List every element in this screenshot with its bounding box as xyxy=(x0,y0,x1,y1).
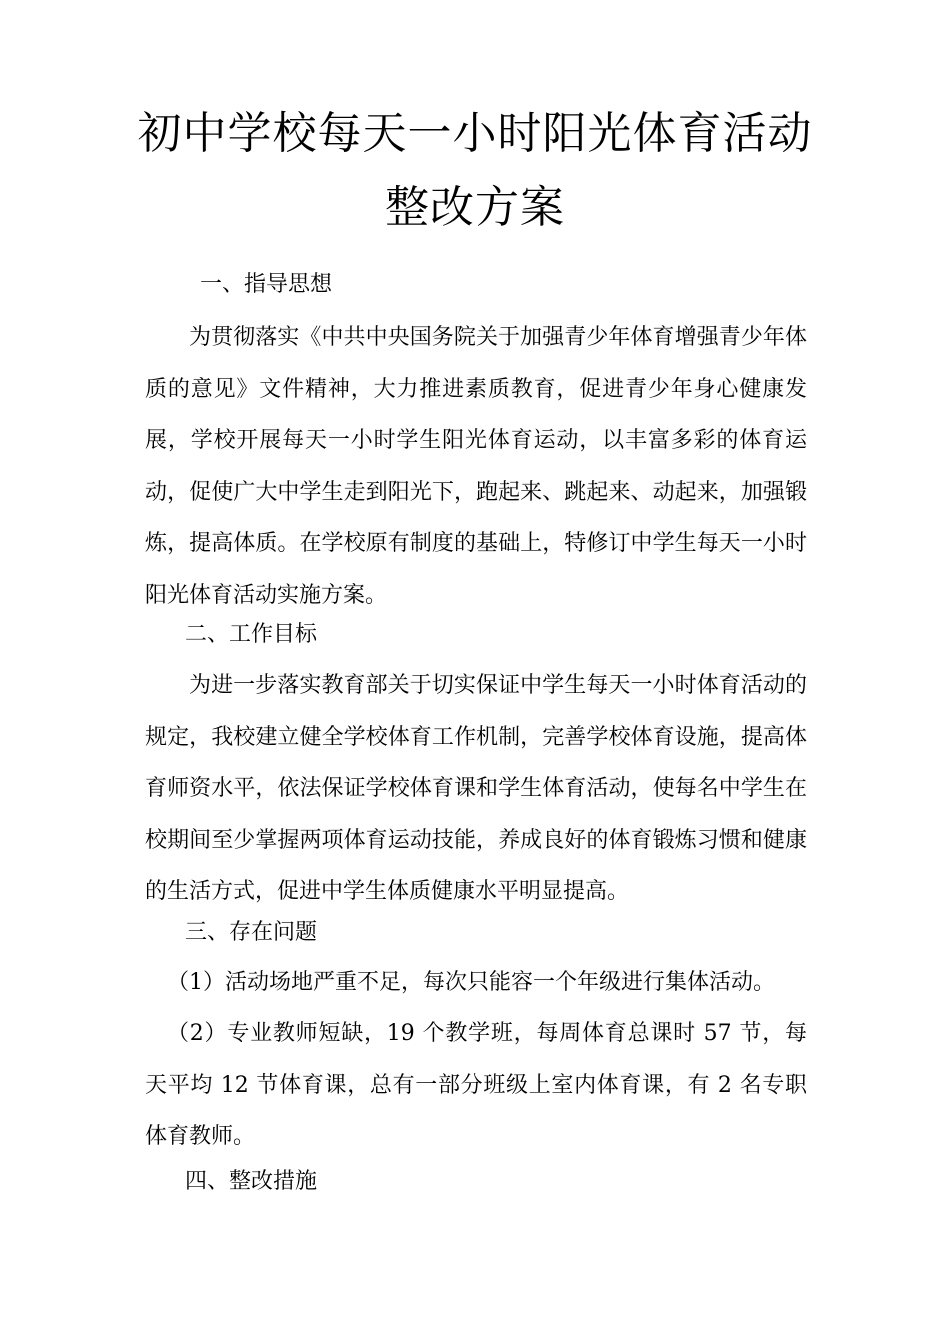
section-4-heading: 四、整改措施 xyxy=(185,1169,318,1194)
section-3-heading: 三、存在问题 xyxy=(185,920,318,945)
section-3-item-1: （1）活动场地严重不足，每次只能容一个年级进行集体活动。 xyxy=(167,970,775,995)
section-2-heading: 二、工作目标 xyxy=(185,622,318,647)
document-title-line-2: 整改方案 xyxy=(385,182,565,233)
section-2-paragraph: 为进一步落实教育部关于切实保证中学生每天一小时体育活动的规定，我校建立健全学校体育工作机制，完善学校体育设施，提高体育师资水平，依法保证学校体育课和学生体育活动，使每名中学生在校期间至少掌握两项体育运动技能，养成良好的体育锻炼习惯和健康的生活方式，促进中学生体质健康水平明显提高。 xyxy=(145,673,807,904)
section-1-heading: 一、指导思想 xyxy=(200,272,333,297)
section-1-paragraph: 为贯彻落实《中共中央国务院关于加强青少年体育增强青少年体质的意见》文件精神，大力推进素质教育，促进青少年身心健康发展，学校开展每天一小时学生阳光体育运动，以丰富多彩的体育运动，促使广大中学生走到阳光下，跑起来、跳起来、动起来，加强锻炼，提高体质。在学校原有制度的基础上，特修订中学生每天一小时阳光体育活动实施方案。 xyxy=(145,325,807,608)
section-3-item-2: （2）专业教师短缺，19 个教学班，每周体育总课时 57 节，每天平均 12 节体育课，总有一部分班级上室内体育课，有 2 名专职体育教师。 xyxy=(145,1021,807,1149)
document-title-line-1: 初中学校每天一小时阳光体育活动 xyxy=(137,108,813,159)
